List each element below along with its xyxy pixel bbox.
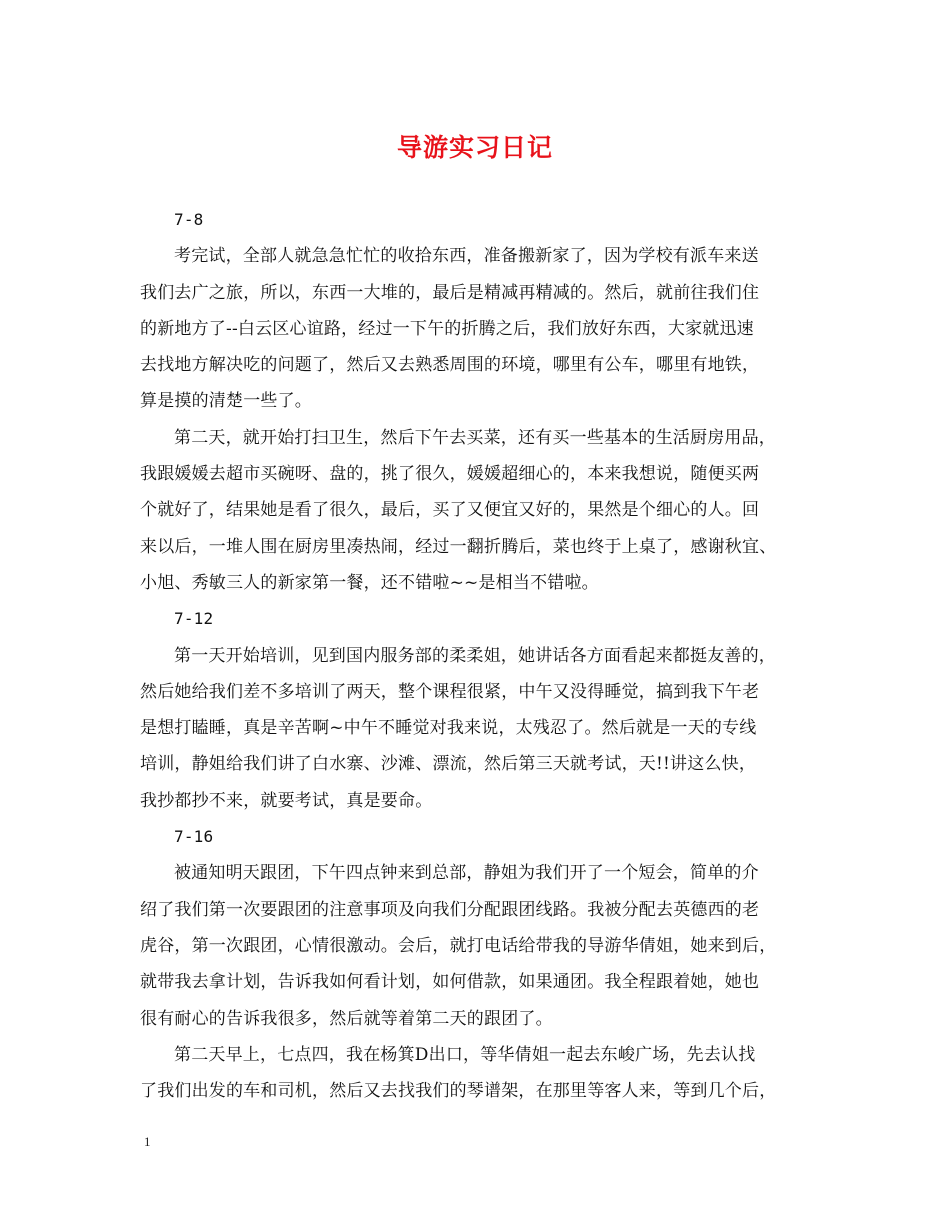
paragraph-line: 我跟媛媛去超市买碗呀、盘的，挑了很久，媛媛超细心的，本来我想说，随便买两	[140, 464, 760, 485]
paragraph-line: 培训，静姐给我们讲了白水寨、沙滩、漂流，然后第三天就考试，天!!讲这么快，	[140, 754, 757, 775]
paragraph-line: 虎谷，第一次跟团，心情很激动。会后，就打电话给带我的导游华倩姐，她来到后，	[140, 935, 777, 956]
paragraph-line: 算是摸的清楚一些了。	[140, 391, 312, 412]
paragraph-line: 小旭、秀敏三人的新家第一餐，还不错啦~~是相当不错啦。	[140, 572, 599, 593]
paragraph-line: 第二天，就开始打扫卫生，然后下午去买菜，还有买一些基本的生活厨房用品，	[174, 427, 776, 448]
paragraph-line: 然后她给我们差不多培训了两天，整个课程很紧，中午又没得睡觉，搞到我下午老	[140, 681, 760, 702]
paragraph-line: 我抄都抄不来，就要考试，真是要命。	[140, 790, 433, 811]
paragraph-line: 去找地方解决吃的问题了，然后又去熟悉周围的环境，哪里有公车，哪里有地铁，	[140, 355, 760, 376]
paragraph-line: 考完试，全部人就急急忙忙的收拾东西，准备搬新家了，因为学校有派车来送	[174, 246, 759, 267]
paragraph-line: 我们去广之旅，所以，东西一大堆的，最后是精减再精减的。然后，就前往我们住	[140, 282, 760, 303]
paragraph-line: 很有耐心的告诉我很多，然后就等着第二天的跟团了。	[140, 1008, 553, 1029]
paragraph-line: 绍了我们第一次要跟团的注意事项及向我们分配跟团线路。我被分配去英德西的老	[140, 899, 760, 920]
document-title: 导游实习日记	[396, 133, 553, 162]
document-body	[140, 202, 825, 1109]
diary-date: 7-8	[174, 210, 204, 229]
page-number: 1	[144, 1134, 151, 1149]
paragraph-line: 第一天开始培训，见到国内服务部的柔柔姐，她讲话各方面看起来都挺友善的，	[174, 645, 776, 666]
paragraph-line: 了我们出发的车和司机，然后又去找我们的琴谱架，在那里等客人来，等到几个后，	[140, 1081, 777, 1102]
paragraph-line: 的新地方了--白云区心谊路，经过一下午的折腾之后，我们放好东西，大家就迅速	[140, 318, 754, 339]
paragraph-line: 个就好了，结果她是看了很久，最后，买了又便宜又好的，果然是个细心的人。回	[140, 500, 760, 521]
paragraph-line: 被通知明天跟团，下午四点钟来到总部，静姐为我们开了一个短会，简单的介	[174, 863, 759, 884]
diary-date: 7-12	[174, 609, 214, 629]
paragraph-line: 是想打瞌睡，真是辛苦啊~中午不睡觉对我来说，太残忍了。然后就是一天的专线	[140, 718, 757, 739]
paragraph-line: 第二天早上，七点四，我在杨箕D出口，等华倩姐一起去东峻广场，先去认找	[174, 1044, 756, 1065]
paragraph-line: 来以后，一堆人围在厨房里凑热闹，经过一翻折腾后，菜也终于上桌了，感谢秋宜、	[140, 536, 777, 557]
diary-date: 7-16	[174, 827, 214, 847]
paragraph-line: 就带我去拿计划，告诉我如何看计划，如何借款，如果通团。我全程跟着她，她也	[140, 972, 760, 993]
